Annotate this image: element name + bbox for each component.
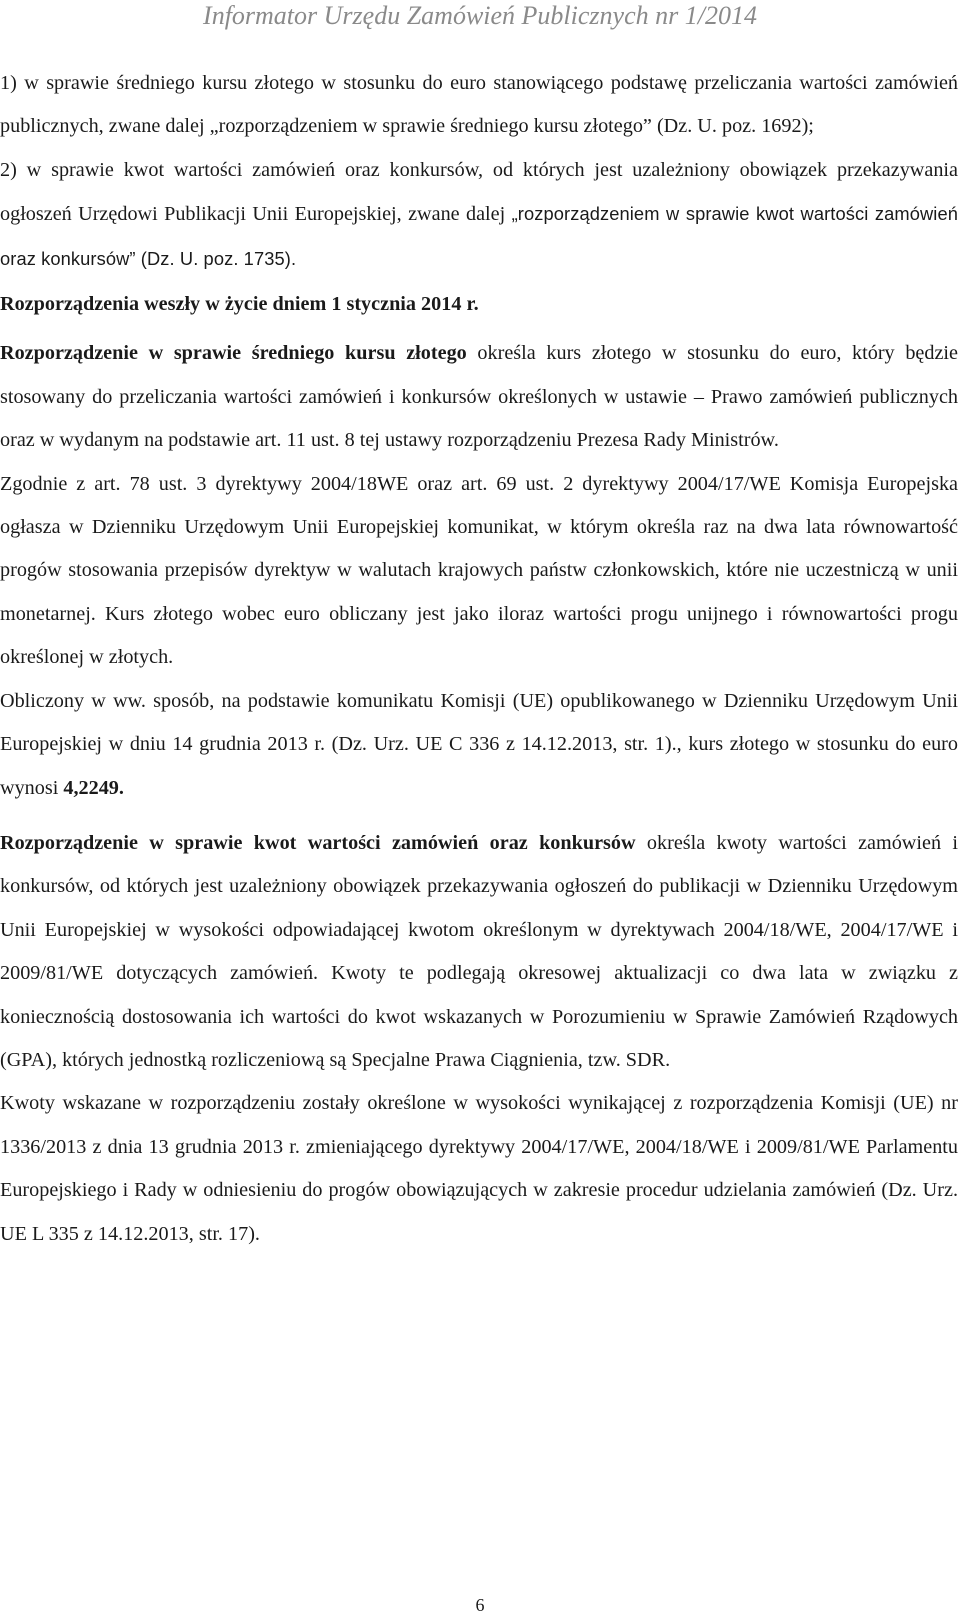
paragraph-thresholds [0,822,958,1082]
page-header [0,0,960,32]
paragraph-exchange-rate-text: określa kurs złotego w stosunku do euro, który będzie stosowany do przeliczania wartości zamówień i konkursów określonych w ustawie – Prawo zamówień publicznych oraz w wydanym na podstawie art. 11 ust. 8 tej ustawy rozporządzeniu Prezesa Rady Ministrów. [0,342,958,452]
paragraph-exchange-rate-lead: Rozporządzenie w sprawie średniego kursu złotego [0,342,467,365]
paragraph-thresholds-text: określa kwoty wartości zamówień i konkursów, od których jest uzależniony obowiązek przekazywania ogłoszeń do publikacji w Dzienniku Urzędowym Unii Europejskiej w wysokości odpowiadającej kwotom określonym w dyrektywach 2004/18/WE, 2004/17/WE i 2009/81/WE dotyczących zamówień. Kwoty te podlegają okresowej aktualizacji co dwa lata w związku z koniecznością dostosowania ich wartości do kwot wskazanych w Porozumieniu w Sprawie Zamówień Rządowych (GPA), których jednostką rozliczeniową są Specjalne Prawa Ciągnienia, tzw. SDR. [0,831,958,1071]
paragraph-exchange-rate [0,332,958,462]
list-item-1: 1) w sprawie średniego kursu złotego w stosunku do euro stanowiącego podstawę przeliczania wartości zamówień publicznych, zwane dalej „rozporządzeniem w sprawie średniego kursu złotego” (Dz. U. poz. 1692); [0,72,958,138]
exchange-rate-value: 4,2249. [63,776,124,799]
list-item-2 [0,149,958,281]
list-item-2-quote: „rozporządzeniem w sprawie kwot wartości zamówień oraz konkursów” [0,203,958,269]
publication-title: Informator Urzędu Zamówień Publicznych nr 1/2014 [203,1,757,30]
paragraph-calculation [0,680,958,810]
paragraph-amounts: Kwoty wskazane w rozporządzeniu zostały określone w wysokości wynikającej z rozporządzenia Komisji (UE) nr 1336/2013 z dnia 13 grudnia 2013 r. zmieniającego dyrektywy 2004/17/WE, 2004/18/WE i 2009/81/WE Parlamentu Europejskiego i Rady w odniesieniu do progów obowiązujących w zakresie procedur udzielania zamówień (Dz. Urz. UE L 335 z 14.12.2013, str. 17). [0,1092,958,1245]
list-item-2-text: 2) w sprawie kwot wartości zamówień oraz konkursów, od których jest uzależniony obowiązek przekazywania ogłoszeń Urzędowi Publikacji Unii Europejskiej, zwane dalej [0,158,958,226]
paragraph-thresholds-lead: Rozporządzenie w sprawie kwot wartości zamówień oraz konkursów [0,831,636,854]
document-body [0,62,958,1256]
page-number: 6 [475,1595,485,1615]
paragraph-calculation-text: Obliczony w ww. sposób, na podstawie komunikatu Komisji (UE) opublikowanego w Dzienniku Urzędowym Unii Europejskiej w dniu 14 grudnia 2013 r. (Dz. Urz. UE C 336 z 14.12.2013, str. 1)., kurs złotego w stosunku do euro wynosi [0,689,958,799]
section-heading: Rozporządzenia weszły w życie dniem 1 stycznia 2014 r. [0,293,479,316]
list-item-2-reference: (Dz. U. poz. 1735). [135,247,297,269]
paragraph-directives: Zgodnie z art. 78 ust. 3 dyrektywy 2004/18WE oraz art. 69 ust. 2 dyrektywy 2004/17/WE Komisja Europejska ogłasza w Dzienniku Urzędowym Unii Europejskiej komunikat, w którym określa raz na dwa lata równowartość progów stosowania przepisów dyrektyw w walutach krajowych państw członkowskich, które nie uczestniczą w unii monetarnej. Kurs złotego wobec euro obliczany jest jako iloraz wartości progu unijnego i równowartości progu określonej w złotych. [0,472,958,669]
